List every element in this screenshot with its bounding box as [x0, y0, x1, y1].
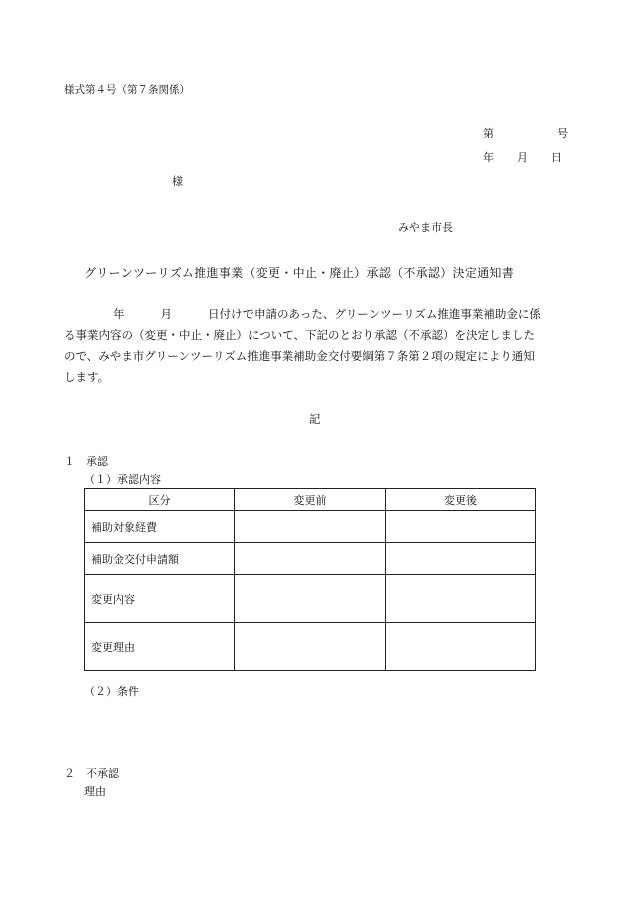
table-cell-after: [386, 575, 536, 623]
document-date: [483, 149, 562, 165]
table-cell-after: [386, 543, 536, 575]
table-row: [85, 623, 536, 671]
table-cell-before: [235, 511, 386, 543]
table-cell-before: [235, 543, 386, 575]
table-cell-label: 補助金交付申請額: [85, 543, 235, 575]
date-year: 年: [483, 151, 494, 164]
table-cell-after: [386, 623, 536, 671]
table-cell-label: 変更内容: [85, 575, 235, 623]
date-month: 月: [517, 151, 528, 164]
table-cell-before: [235, 575, 386, 623]
table-header-category: 区分: [85, 489, 235, 511]
section-1-sub-2: （２）条件: [84, 685, 139, 698]
body-line-3: ので、みやま市グリーンツーリズム推進事業補助金交付要綱第７条第２項の規定により通知: [64, 349, 535, 363]
addressee-suffix: 様: [172, 175, 183, 188]
section-2-heading: ２ 不承認: [64, 767, 119, 780]
approval-table: [84, 488, 536, 671]
table-row: [85, 543, 536, 575]
table-cell-label: 補助対象経費: [85, 511, 235, 543]
date-day: 日: [551, 151, 562, 164]
table-cell-after: [386, 511, 536, 543]
table-row: [85, 575, 536, 623]
reason-label: 理由: [84, 785, 106, 798]
table-cell-before: [235, 623, 386, 671]
body-line-1: [64, 304, 569, 325]
document-number-dai: 第: [483, 127, 494, 140]
body-year: 年: [113, 307, 125, 321]
table-header-row: [85, 489, 536, 511]
document-number-go: 号: [557, 127, 568, 140]
body-month: 月: [160, 307, 172, 321]
section-1-heading: １ 承認: [64, 455, 108, 468]
document-title: グリーンツーリズム推進事業（変更・中止・廃止）承認（不承認）決定通知書: [84, 266, 515, 280]
form-number-header: 様式第４号（第７条関係）: [64, 84, 190, 96]
body-line-1-rest: 日付けで申請のあった、グリーンツーリズム推進事業補助金に係: [208, 307, 541, 321]
body-line-4: します。: [64, 370, 110, 384]
table-header-after: 変更後: [386, 489, 536, 511]
ki-heading: 記: [309, 412, 321, 426]
body-paragraph: [64, 304, 569, 388]
table-header-before: 変更前: [235, 489, 386, 511]
document-number: [483, 125, 568, 141]
table-cell-label: 変更理由: [85, 623, 235, 671]
section-1-sub-1: （１）承認内容: [84, 473, 161, 486]
body-line-2: る事業内容の（変更・中止・廃止）について、下記のとおり承認（不承認）を決定しました: [64, 328, 536, 342]
sender-name: みやま市長: [398, 221, 453, 234]
table-row: [85, 511, 536, 543]
